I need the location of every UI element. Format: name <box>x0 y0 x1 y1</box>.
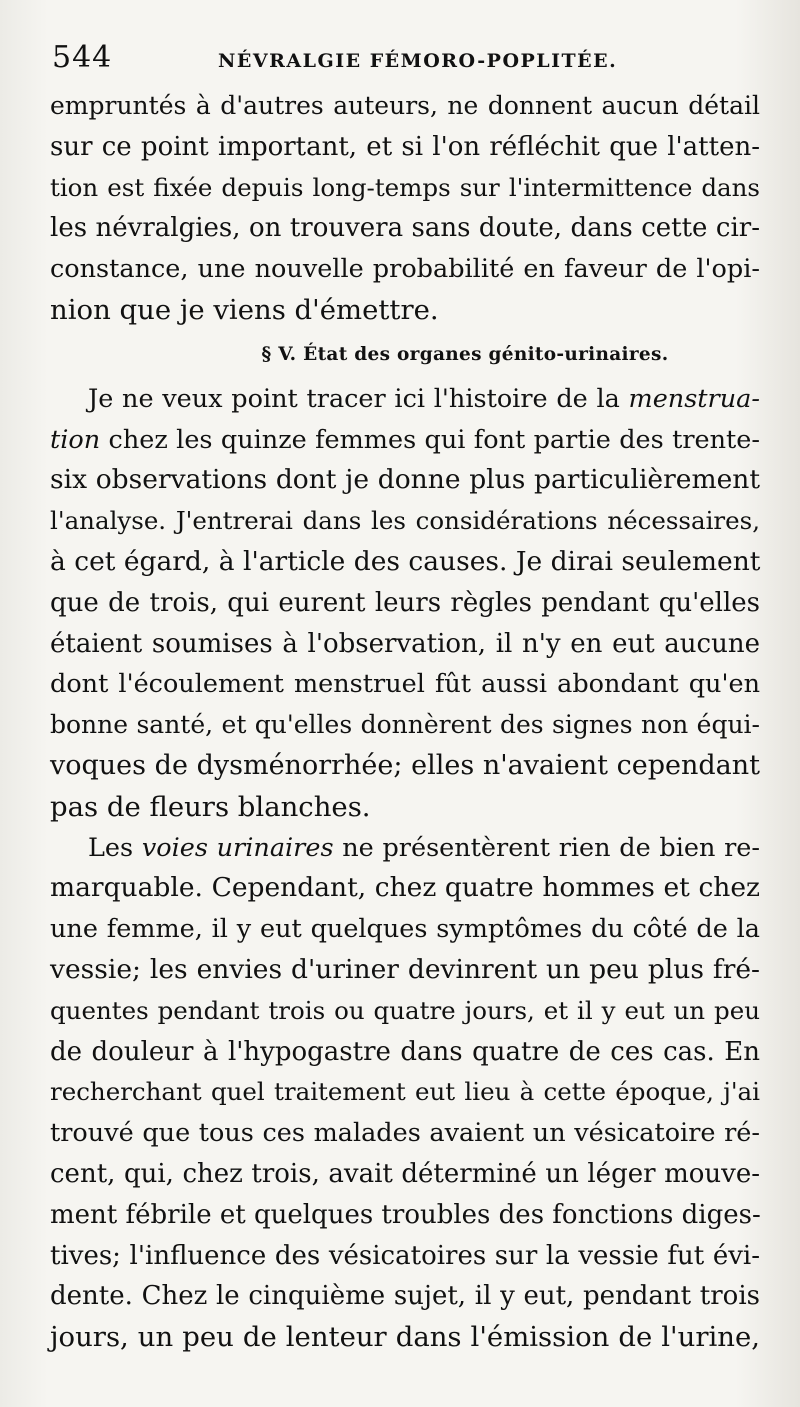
text-line: six observations dont je donne plus particulièrement <box>50 464 760 496</box>
text-line <box>50 379 760 420</box>
italic-term: menstrua- <box>628 383 760 414</box>
text-line: marquable. Cependant, chez quatre hommes et chez <box>50 872 760 904</box>
text-line: pas de fleurs blanches. <box>50 790 371 823</box>
italic-term: voies urinaires <box>141 832 334 863</box>
text-line: jours, un peu de lenteur dans l'émission de l'urine, <box>50 1321 760 1354</box>
text-line: tion est fixée depuis long-temps sur l'intermittence dans <box>50 172 760 202</box>
text-line: les névralgies, on trouvera sans doute, dans cette cir- <box>50 213 760 244</box>
text-line: dente. Chez le cinquième sujet, il y eut, pendant trois <box>50 1281 760 1312</box>
text-line: étaient soumises à l'observation, il n'y en eut aucune <box>50 628 760 659</box>
section-title: § V. État des organes génito-urinaires. <box>261 343 669 365</box>
running-head: NÉVRALGIE FÉMORO-POPLITÉE. <box>218 50 618 72</box>
text-line: à cet égard, à l'article des causes. Je dirai seulement <box>50 545 761 577</box>
text-line: recherchant quel traitement eut lieu à cette époque, j'ai <box>50 1077 760 1107</box>
text-line: constance, une nouvelle probabilité en faveur de l'opi- <box>50 254 760 285</box>
text-segment: ne présentèrent rien de bien re- <box>333 832 760 863</box>
text-line: vessie; les envies d'uriner devinrent un peu plus fré- <box>50 953 760 985</box>
text-line: tives; l'influence des vésicatoires sur la vessie fut évi- <box>50 1240 760 1271</box>
page-header <box>52 40 752 80</box>
text-line: sur ce point important, et si l'on réfléchit que l'atten- <box>50 131 760 162</box>
text-line: cent, qui, chez trois, avait déterminé un léger mouve- <box>50 1158 760 1189</box>
text-line: voques de dysménorrhée; elles n'avaient cependant <box>50 749 760 781</box>
text-segment: Je ne veux point tracer ici l'histoire de la <box>88 383 629 414</box>
text-line: une femme, il y eut quelques symptômes du côté de la <box>50 914 760 945</box>
text-line: bonne santé, et qu'elles donnèrent des signes non équi- <box>50 710 760 740</box>
italic-term: tion <box>50 424 101 455</box>
page-number: 544 <box>52 40 113 75</box>
text-line: empruntés à d'autres auteurs, ne donnent aucun détail <box>50 91 760 120</box>
text-line: trouvé que tous ces malades avaient un vésicatoire ré- <box>50 1118 760 1149</box>
page-body <box>50 86 760 1358</box>
text-line: dont l'écoulement menstruel fût aussi abondant qu'en <box>50 669 760 700</box>
text-line: de douleur à l'hypogastre dans quatre de ces cas. En <box>50 1036 760 1067</box>
text-line: nion que je viens d'émettre. <box>50 293 439 326</box>
text-line: l'analyse. J'entrerai dans les considérations nécessaires, <box>50 506 760 536</box>
text-line: quentes pendant trois ou quatre jours, et il y eut un peu <box>50 995 760 1025</box>
text-line <box>50 828 760 869</box>
text-line: que de trois, qui eurent leurs règles pendant qu'elles <box>50 587 760 618</box>
text-segment: chez les quinze femmes qui font partie des trente- <box>100 424 760 455</box>
text-line <box>50 420 760 461</box>
text-segment: Les <box>88 832 142 863</box>
text-line: ment fébrile et quelques troubles des fonctions diges- <box>50 1199 761 1230</box>
